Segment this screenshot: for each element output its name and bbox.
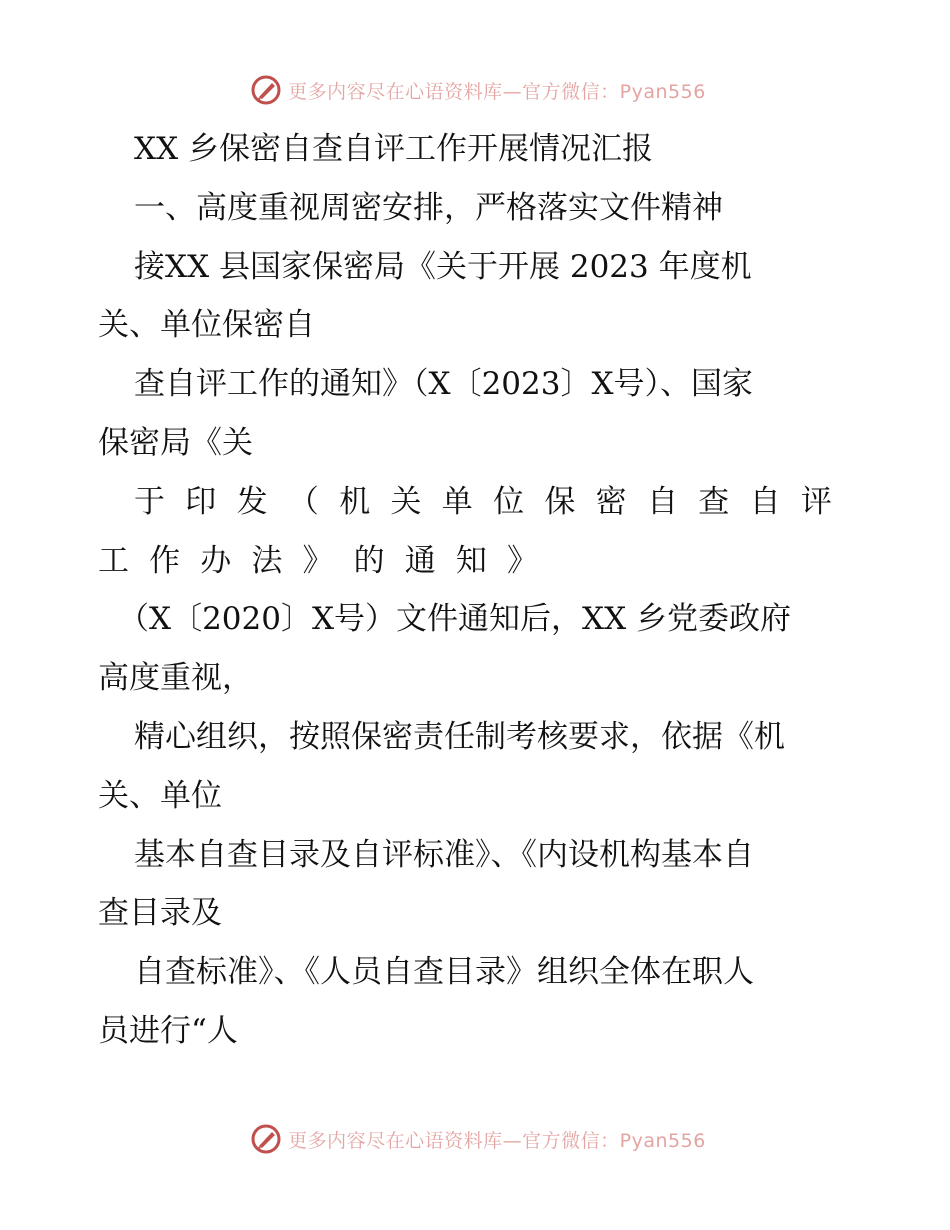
spaced-character: 作 [149, 542, 181, 579]
spaced-character: 法 [251, 542, 283, 579]
paragraph-line: 员进行“人 [98, 1012, 238, 1049]
paragraph-line-spaced [98, 532, 858, 591]
spaced-character: 》 [507, 542, 538, 579]
paragraph-line-spaced [98, 473, 858, 532]
spaced-character: 发 [236, 483, 268, 520]
document-title: XX 乡保密自查自评工作开展情况汇报 [134, 131, 653, 167]
spaced-character: 自 [646, 483, 678, 520]
spaced-character: 位 [493, 483, 525, 520]
watermark-header [0, 70, 950, 110]
paragraph-line: 关、单位 [98, 777, 222, 814]
paragraph-line: 查目录及 [98, 895, 222, 932]
watermark-group [250, 1123, 706, 1155]
spaced-character: 保 [544, 483, 576, 520]
spaced-character: 评 [800, 483, 832, 520]
spaced-character: 于 [134, 483, 165, 520]
paragraph-line: 查自评工作的通知》（X〔2023〕X号）、国家 [134, 366, 754, 403]
paragraph-line: （X〔2020〕X号）文件通知后，XX 乡党委政府 [118, 601, 792, 638]
spaced-character: 工 [98, 542, 129, 579]
paragraph-line: 高度重视， [98, 660, 253, 697]
spaced-character: 查 [698, 483, 730, 520]
spaced-character: 知 [455, 542, 487, 579]
feather-pen-seal-icon [250, 74, 282, 106]
spaced-character: 机 [339, 483, 371, 520]
spaced-character: 单 [441, 483, 473, 520]
spaced-character: 印 [185, 483, 217, 520]
spaced-character: （ [287, 483, 319, 520]
document-body [98, 120, 858, 1061]
paragraph-line: 关、单位保密自 [98, 307, 315, 344]
feather-pen-seal-icon [250, 1123, 282, 1155]
spaced-character: 》 [302, 542, 334, 579]
paragraph-line: 接XX 县国家保密局《关于开展 2023 年度机 [134, 248, 752, 285]
watermark-group [250, 74, 706, 106]
spaced-character: 密 [595, 483, 627, 520]
watermark-text: 更多内容尽在心语资料库—官方微信：Pyan556 [288, 80, 706, 103]
paragraph-line: 保密局《关 [98, 424, 253, 461]
spaced-character: 自 [749, 483, 781, 520]
paragraph-line: 精心组织，按照保密责任制考核要求，依据《机 [134, 718, 785, 755]
watermark-text: 更多内容尽在心语资料库—官方微信：Pyan556 [288, 1129, 706, 1152]
section-heading: 一、高度重视周密安排，严格落实文件精神 [134, 189, 723, 226]
watermark-footer [0, 1119, 950, 1159]
spaced-character: 关 [390, 483, 422, 520]
spaced-character: 通 [404, 542, 436, 579]
spaced-character: 的 [353, 542, 385, 579]
paragraph-line: 自查标准》、《人员自查目录》组织全体在职人 [134, 954, 754, 991]
spaced-character: 办 [200, 542, 232, 579]
paragraph-line: 基本自查目录及自评标准》、《内设机构基本自 [134, 836, 754, 873]
